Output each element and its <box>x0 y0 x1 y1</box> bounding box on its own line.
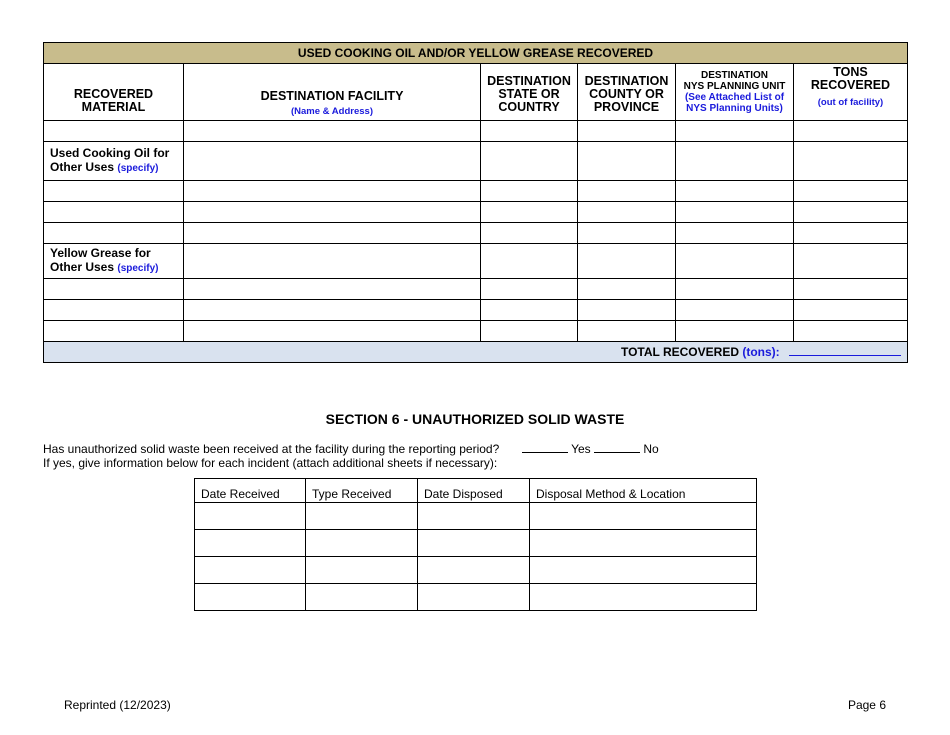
table-row <box>44 121 908 142</box>
no-blank[interactable] <box>594 442 640 453</box>
incident-table <box>194 478 757 611</box>
tons-subheader: (out of facility) <box>817 97 884 108</box>
incident-header-row <box>195 479 757 503</box>
table-row <box>44 223 908 244</box>
table-row <box>44 202 908 223</box>
row-label-yellow-grease: Yellow Grease for Other Uses (specify) <box>44 244 184 279</box>
header-tons-recovered: TONS RECOVERED (out of facility) <box>794 64 908 121</box>
col-date-disposed: Date Disposed <box>418 479 530 503</box>
question-text: Has unauthorized solid waste been received at the facility during the reporting period? <box>43 442 500 456</box>
section-6-title: SECTION 6 - UNAUTHORIZED SOLID WASTE <box>325 411 625 427</box>
header-recovered-material: RECOVERED MATERIAL <box>44 64 184 121</box>
row-label-used-cooking-oil: Used Cooking Oil for Other Uses (specify) <box>44 142 184 181</box>
header-destination-state: DESTINATION STATE OR COUNTRY <box>481 64 578 121</box>
table-row <box>44 300 908 321</box>
table-row <box>44 321 908 342</box>
col-date-received: Date Received <box>195 479 306 503</box>
yes-blank[interactable] <box>522 442 568 453</box>
page-number: Page 6 <box>847 698 886 712</box>
table-row <box>44 279 908 300</box>
yes-label: Yes <box>571 442 591 456</box>
reprinted-note: Reprinted (12/2023) <box>64 698 171 712</box>
planning-subheader: (See Attached List of NYS Planning Units) <box>684 92 785 114</box>
unauthorized-waste-question <box>43 442 659 456</box>
specify-note: (specify) <box>117 263 159 274</box>
table-row <box>195 503 757 530</box>
total-unit: (tons): <box>742 345 780 359</box>
total-row <box>44 342 908 363</box>
header-destination-facility: DESTINATION FACILITY (Name & Address) <box>184 64 481 121</box>
facility-subheader: (Name & Address) <box>290 106 373 117</box>
total-label: TOTAL RECOVERED <box>620 345 739 359</box>
total-recovered-field[interactable] <box>789 345 901 356</box>
table-row <box>44 181 908 202</box>
table-row <box>44 142 908 181</box>
header-destination-county: DESTINATION COUNTY OR PROVINCE <box>578 64 676 121</box>
used-cooking-oil-table <box>43 42 908 363</box>
specify-note: (specify) <box>117 163 159 174</box>
col-type-received: Type Received <box>306 479 418 503</box>
table-row <box>195 557 757 584</box>
no-label: No <box>643 442 659 456</box>
table-row <box>195 530 757 557</box>
table-row <box>44 244 908 279</box>
incident-instruction: If yes, give information below for each incident (attach additional sheets if necessary): <box>43 456 498 470</box>
table-row <box>195 584 757 611</box>
col-disposal-method: Disposal Method & Location <box>530 479 757 503</box>
header-planning-unit: DESTINATION NYS PLANNING UNIT (See Attached List of NYS Planning Units) <box>676 64 794 121</box>
table-title: USED COOKING OIL AND/OR YELLOW GREASE RECOVERED <box>44 43 908 64</box>
